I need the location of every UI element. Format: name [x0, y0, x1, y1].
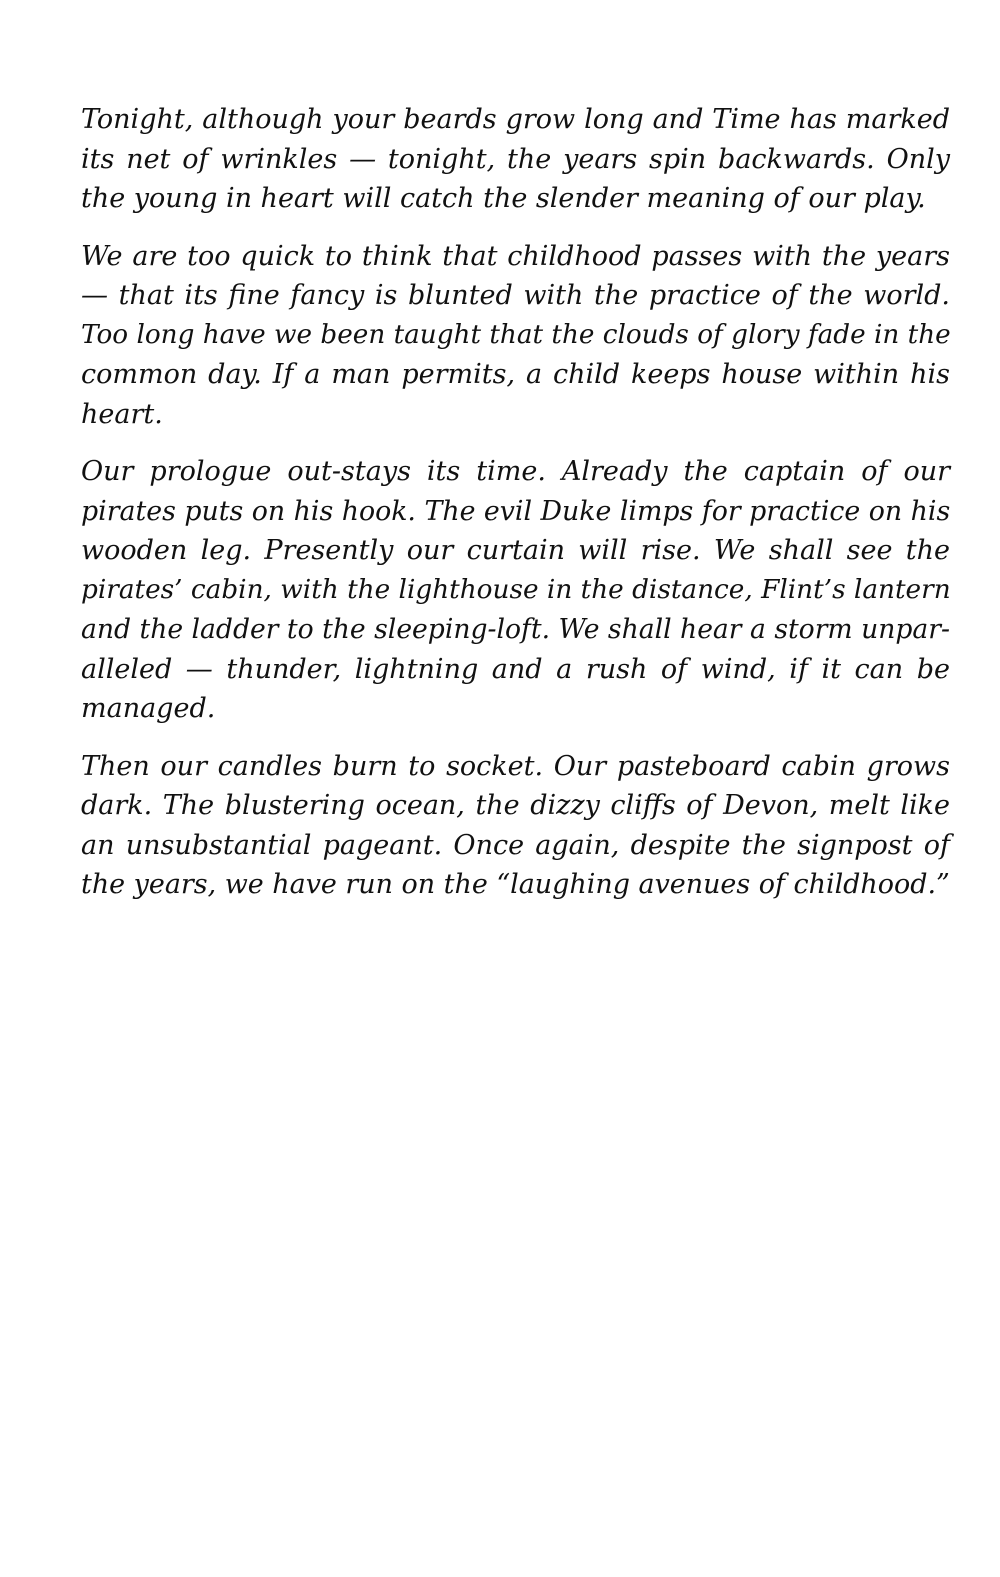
text-line: the years, we have run on the “laughing avenues of childhood.”	[81, 869, 950, 900]
text-line: — that its fine fancy is blunted with the practice of the world.	[81, 280, 950, 311]
text-line: an unsubstantial pageant. Once again, despite the signpost of	[81, 829, 950, 861]
text-line: and the ladder to the sleeping-loft. We shall hear a storm unpar-	[81, 614, 950, 645]
text-line: heart.	[81, 398, 163, 430]
text-line: wooden leg. Presently our curtain will rise. We shall see the	[81, 535, 950, 566]
text-line: the young in heart will catch the slender meaning of our play.	[81, 183, 926, 214]
text-line: its net of wrinkles — tonight, the years spin backwards. Only	[81, 143, 950, 175]
paragraph-4	[47, 747, 950, 905]
text-line: Too long have we been taught that the clouds of glory fade in the	[81, 319, 951, 350]
text-line: dark. The blustering ocean, the dizzy cliffs of Devon, melt like	[81, 790, 950, 821]
paragraph-2	[47, 237, 950, 435]
text-line: Tonight, although your beards grow long and Time has marked	[81, 104, 950, 135]
text-line: alleled — thunder, lightning and a rush of wind, if it can be	[81, 653, 950, 685]
text-line: Our prologue out-stays its time. Already the captain of our	[81, 456, 950, 487]
text-line: common day. If a man permits, a child keeps house within his	[81, 359, 950, 390]
paragraph-1	[47, 100, 950, 219]
page-body	[47, 100, 950, 923]
paragraph-3	[47, 452, 950, 729]
text-line: We are too quick to think that childhood passes with the years	[81, 240, 950, 272]
text-line: pirates puts on his hook. The evil Duke limps for practice on his	[81, 495, 951, 527]
text-line: managed.	[81, 693, 216, 724]
text-line: pirates’ cabin, with the lighthouse in the distance, Flint’s lantern	[81, 574, 951, 605]
text-line: Then our candles burn to socket. Our pasteboard cabin grows	[81, 750, 950, 782]
